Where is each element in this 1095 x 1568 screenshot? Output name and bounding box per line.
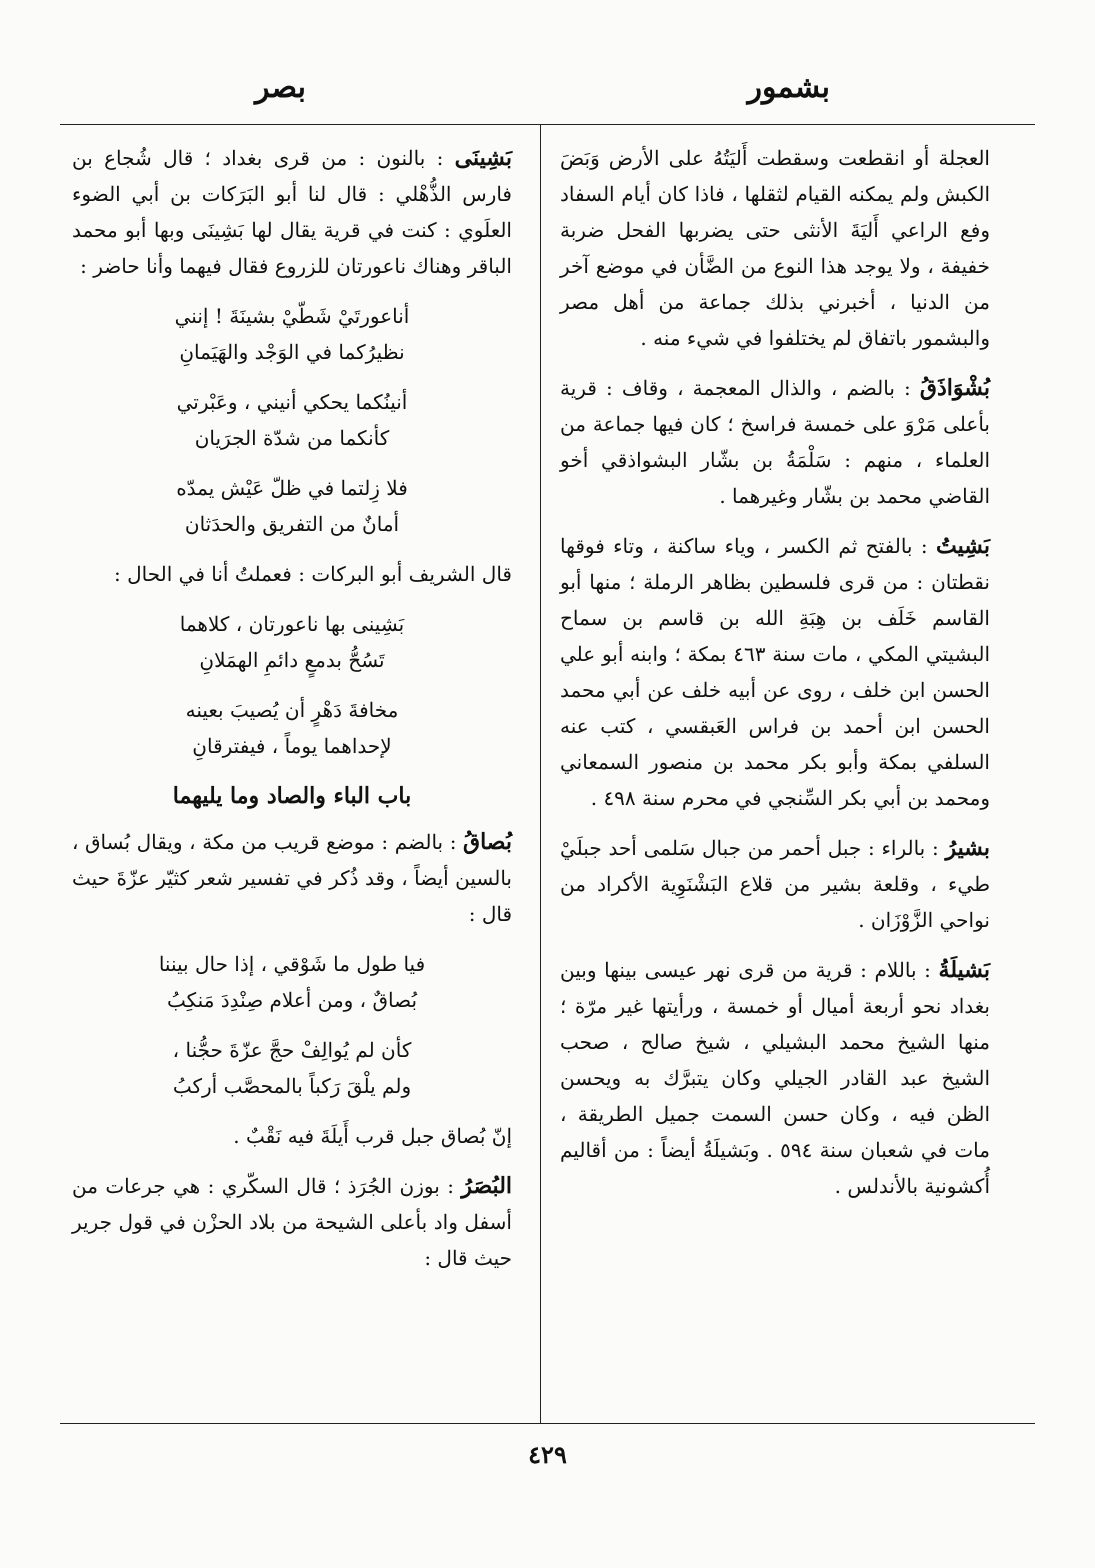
entry-text: : بالضم ، والذال المعجمة ، وقاف : قرية بأعلى مَرْوَ على خمسة فراسخ ؛ كان فيها جماعة من العلماء ، منهم : سَلْمَةُ بن بشّار البشواذقي أخو القاضي محمد بن بشّار وغيرهما . — [560, 376, 990, 508]
entry-text: : باللام : قرية من قرى نهر عيسى بينها وبين بغداد نحو أربعة أميال أو خمسة ، ورأيتها غير مرّة ؛ منها الشيخ محمد البشيلي ، شيخ صالح ، صحب الشيخ عبد القادر الجيلي وكان يتبرَّك به ويحسن الظن فيه ، وكان حسن السمت جميل الطريقة ، مات في شعبان سنة ٥٩٤ . وبَشيلَةُ أيضاً : من أقاليم أُكشونية بالأندلس . — [560, 958, 990, 1198]
left-column — [72, 140, 512, 1290]
page-number: ٤٢٩ — [528, 1440, 567, 1469]
entry-busaq — [72, 824, 512, 932]
verse-couplet — [72, 692, 512, 764]
headword: بُشْوَاذَقُ — [919, 375, 990, 401]
verse-couplet — [72, 946, 512, 1018]
verse-line: مخافةَ دَهْرٍ أن يُصيبَ بعينه — [185, 698, 399, 722]
entry-bashila — [560, 952, 990, 1204]
paragraph-continuation: العجلة أو انقطعت وسقطت أَليَتُهُ على الأرض وَبَضَ الكبش ولم يمكنه القيام لثقلها ، فاذا كان أيام السفاد وفع الراعي أَليَةَ الأنثى حتى يضربها الفحل ضربة خفيفة ، ولا يوجد هذا النوع من الضَّأن في موضع آخر من الدنيا ، أخبرني بذلك جماعة من أهل مصر والبشمور باتفاق لم يختلفوا في شيء منه . — [560, 146, 990, 350]
entry-bashit — [560, 528, 990, 816]
headword: بَشيلَةُ — [938, 957, 990, 983]
running-head-left: بصر — [255, 70, 306, 105]
entry-bashina — [72, 140, 512, 284]
verse-line: كأن لم يُوالِفْ حجَّ عزّةَ حجُّنا ، — [172, 1038, 412, 1062]
verse-couplet — [72, 470, 512, 542]
entry-busar — [72, 1168, 512, 1276]
headword: بَشِينَى — [454, 145, 512, 171]
entry-text: : بالنون : من قرى بغداد ؛ قال شُجاع بن فارس الذُّهْلي : قال لنا أبو البَرَكات بن أبي الضوء العلَوي : كنت في قرية يقال لها بَشِينَى وبها أبو محمد الباقر وهناك ناعورتان للزروع فقال فيهما وأنا حاضر : — [72, 146, 512, 278]
paragraph: إنّ بُصاق جبل قرب أَيلَةَ فيه نَقْبٌ . — [233, 1124, 512, 1148]
verse-line: نظيرُكما في الوَجْد والهَيَمانِ — [179, 340, 405, 364]
column-separator — [540, 124, 541, 1423]
chapter-heading: باب الباء والصاد وما يليهما — [172, 783, 412, 809]
entry-text: : بالراء : جبل أحمر من جبال سَلمى أحد جبلَيْ طيء ، وقلعة بشير من قلاع البَشْنَوِية الأكراد من نواحي الزَّوْزَان . — [560, 836, 990, 932]
entry-text: : بوزن الجُرَذ ؛ قال السكّري : هي جرعات من أسفل واد بأعلى الشيحة من بلاد الحزْن في قول جرير حيث قال : — [72, 1174, 512, 1270]
verse-line: كأنكما من شدّة الجرَيان — [194, 426, 390, 450]
entry-text: : بالفتح ثم الكسر ، وياء ساكنة ، وتاء فوقها نقطتان : من قرى فلسطين بظاهر الرملة ؛ منها أبو القاسم خَلَف بن هِبَةِ الله بن قاسم بن سماح البشيتي المكي ، مات سنة ٤٦٣ بمكة ؛ وابنه أبو علي الحسن ابن خلف ، روى عن أبيه خلف عن أبي محمد الحسن ابن أحمد بن فراس العَبقسي ، كتب عنه السلفي بمكة وأبو بكر محمد بن منصور السمعاني ومحمد بن أبي بكر السِّنجي في محرم سنة ٤٩٨ . — [560, 534, 990, 810]
verse-line: فلا زِلتما في ظلّ عَيْش يمدّه — [176, 476, 408, 500]
verse-line: أمانٌ من التفريق والحدَثان — [184, 512, 400, 536]
verse-couplet — [72, 298, 512, 370]
headword: بشيرُ — [945, 835, 990, 861]
verse-line: أناعورتَيْ شَطّيْ بشينَةَ ! إنني — [174, 304, 410, 328]
verse-line: تَسُحُّ بدمعٍ دائمِ الهمَلانِ — [199, 648, 385, 672]
verse-line: بُصاقٌ ، ومن أعلام صِنْدِدَ مَنكِبُ — [166, 988, 418, 1012]
verse-line: لإحداهما يوماً ، فيفترقانِ — [192, 734, 392, 758]
verse-couplet — [72, 1032, 512, 1104]
verse-line: ولم يلْقَ رَكباً بالمحصَّب أركبُ — [172, 1074, 412, 1098]
running-head-right: بشمور — [747, 70, 830, 105]
bottom-rule — [60, 1423, 1035, 1424]
entry-text: : بالضم : موضع قريب من مكة ، ويقال بُساق ، بالسين أيضاً ، وقد ذُكر في تفسير شعر كثيّر عزّةَ حيث قال : — [72, 830, 512, 926]
paragraph: قال الشريف أبو البركات : فعملتُ أنا في الحال : — [114, 562, 512, 586]
entry-bashir — [560, 830, 990, 938]
headword: البُصَرُ — [461, 1173, 513, 1199]
entry-bushwadhaq — [560, 370, 990, 514]
verse-line: بَشِينى بها ناعورتان ، كلاهما — [179, 612, 405, 636]
right-column — [560, 140, 990, 1218]
top-rule — [60, 124, 1035, 125]
headword: بَشِيتُ — [936, 533, 990, 559]
verse-line: فيا طول ما شَوْقي ، إذا حال بيننا — [158, 952, 426, 976]
verse-couplet — [72, 606, 512, 678]
verse-line: أنينُكما يحكي أنيني ، وعَبْرتي — [176, 390, 408, 414]
headword: بُصاقُ — [463, 829, 512, 855]
verse-couplet — [72, 384, 512, 456]
